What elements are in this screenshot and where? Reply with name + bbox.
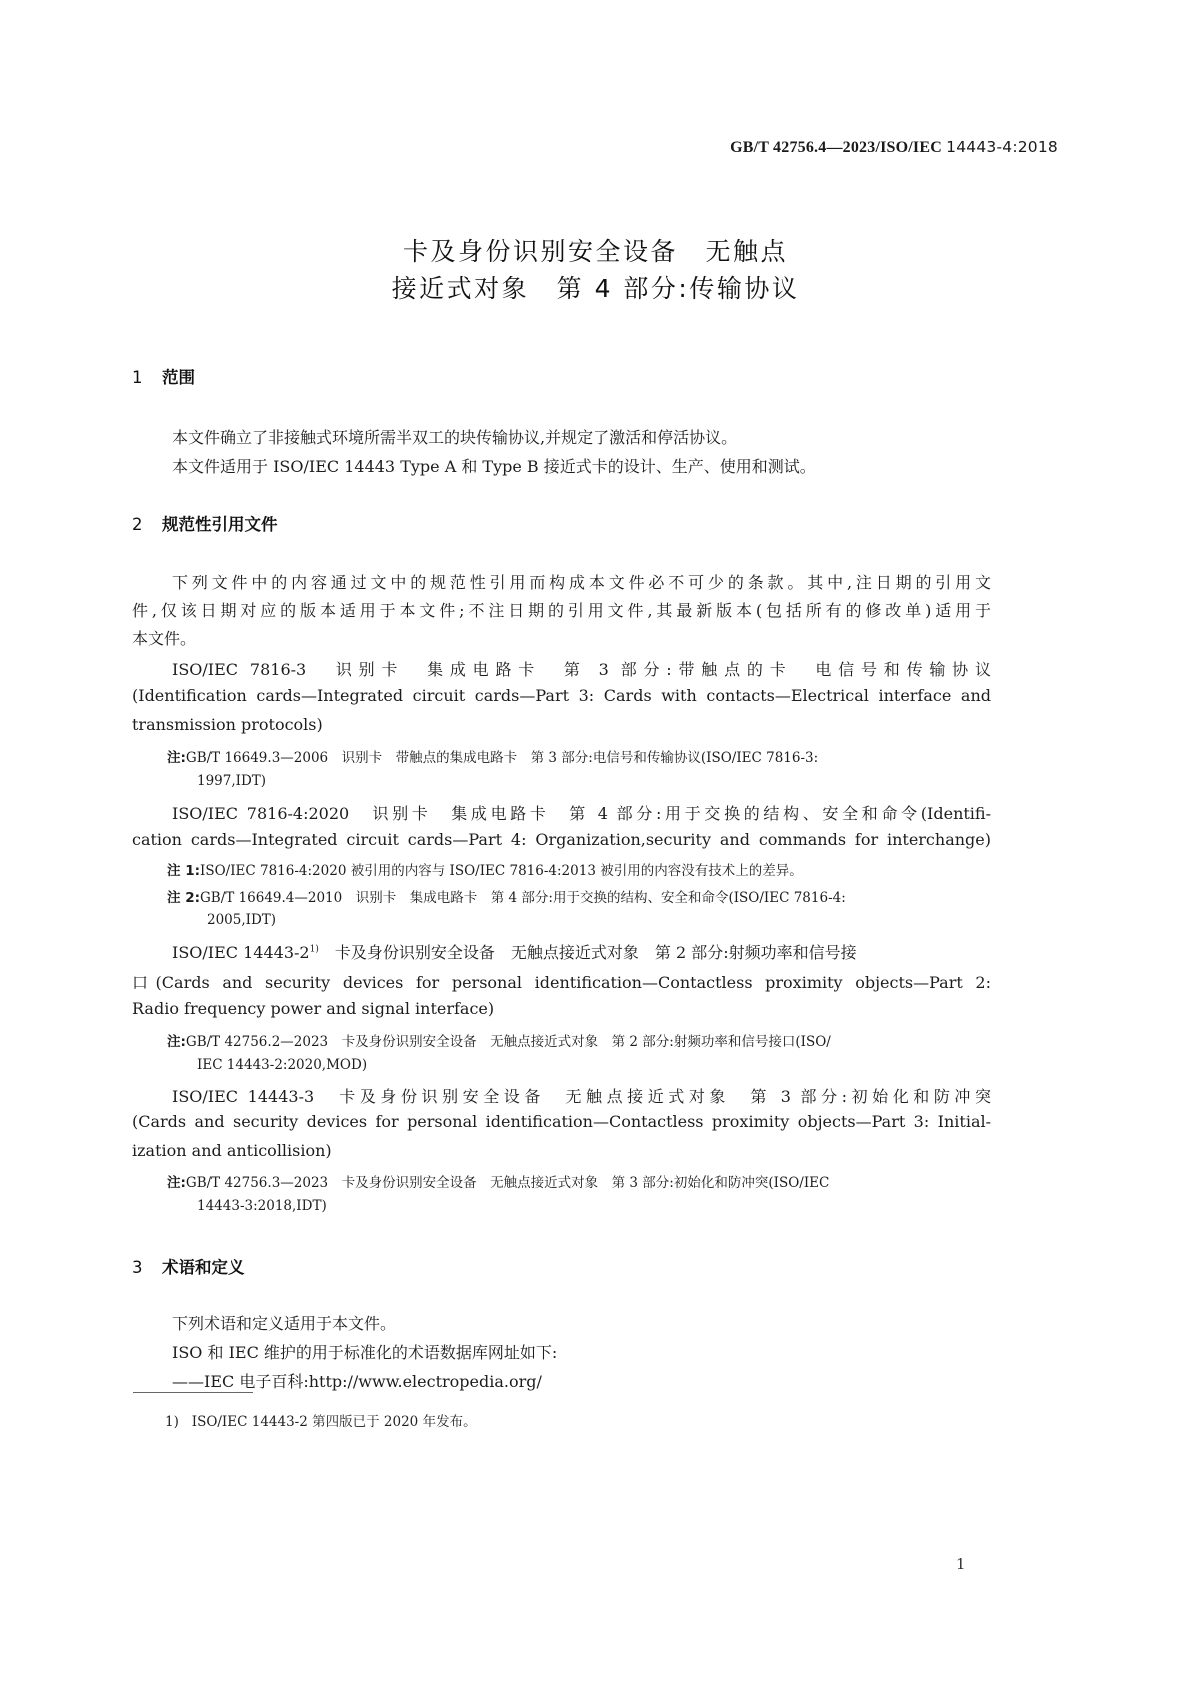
note-text: GB/T 16649.3—2006 识别卡 带触点的集成电路卡 第 3 部分:电信号和传输协议(ISO/IEC 7816-3: [185,750,819,766]
reference-code: ISO/IEC 14443-2 [172,943,310,962]
page-number: 1 [956,1555,966,1573]
intro-text: 下列文件中的内容通过文中的规范性引用而构成本文件必不可少的条款。其中,注日期的引用文 [172,573,991,592]
reference-iso-14443-3 [172,1084,991,1107]
reference-text: 卡及身份识别安全设备 无触点接近式对象 第 2 部分:射频功率和信号接 [318,943,857,962]
footnote-text: ISO/IEC 14443-2 第四版已于 2020 年发布。 [191,1414,477,1430]
section-2-intro-line [172,570,991,593]
note-text: ISO/IEC 7816-4:2020 被引用的内容与 ISO/IEC 7816-4:2013 被引用的内容没有技术上的差异。 [200,863,803,879]
section-number: 3 [132,1258,143,1277]
section-2-intro-line: 本文件。 [132,629,197,648]
reference-text: (Identification cards—Integrated circuit cards—Part 3: Cards with contacts—Electrical interface and [132,686,991,705]
footnote-marker[interactable]: 1) [309,944,319,955]
reference-iso-14443-3-cont: ization and anticollision) [132,1141,332,1160]
section-3-heading [132,1254,245,1278]
note-label: 注: [167,750,186,766]
reference-iso-7816-4 [172,801,991,824]
reference-text: ISO/IEC 7816-3 识别卡 集成电路卡 第 3 部分:带触点的卡 电信号和传输协议 [172,660,991,679]
reference-iso-7816-3-cont: transmission protocols) [132,715,323,734]
section-1-paragraph: 本文件适用于 ISO/IEC 14443 Type A 和 Type B 接近式卡的设计、生产、使用和测试。 [172,457,816,476]
section-title: 范围 [162,368,195,387]
section-1-heading [132,364,195,388]
intro-text: 件,仅该日期对应的版本适用于本文件;不注日期的引用文件,其最新版本(包括所有的修改单)适用于 [132,601,991,620]
note-label: 注: [167,1175,186,1191]
note-text: GB/T 42756.3—2023 卡及身份识别安全设备 无触点接近式对象 第 3 部分:初始化和防冲突(ISO/IEC [185,1175,830,1191]
note [167,1171,829,1191]
note-label: 注 1: [167,863,200,879]
note-label: 注: [167,1034,186,1050]
standard-code-prefix: GB/T 42756.4—2023/ISO/IEC [730,139,947,156]
electropedia-link[interactable]: ——IEC 电子百科:http://www.electropedia.org/ [172,1372,542,1391]
note-1 [167,859,803,879]
section-2-heading [132,511,278,535]
standard-code-header [730,138,1058,157]
reference-iso-14443-2 [172,940,991,963]
reference-text: cation cards—Integrated circuit cards—Part 4: Organization,security and commands for interchange) [132,830,991,849]
reference-text: ISO/IEC 14443-3 卡及身份识别安全设备 无触点接近式对象 第 3 部分:初始化和防冲突 [172,1087,991,1106]
section-2-intro-line [132,598,991,621]
footnote-divider [133,1392,253,1393]
section-title: 术语和定义 [162,1258,245,1277]
reference-text: ISO/IEC 7816-4:2020 识别卡 集成电路卡 第 4 部分:用于交换的结构、安全和命令(Identifi- [172,804,991,823]
footnote [165,1410,477,1430]
section-3-paragraph: ISO 和 IEC 维护的用于标准化的术语数据库网址如下: [172,1343,558,1362]
reference-iso-7816-4-cont [132,830,991,849]
reference-iso-7816-3-cont [132,686,991,705]
reference-text: (Cards and security devices for personal identification—Contactless proximity objects—Part 3: Initial- [132,1112,991,1131]
section-3-paragraph: 下列术语和定义适用于本文件。 [172,1314,397,1333]
standard-code-suffix: 14443-4:2018 [946,138,1058,156]
note-cont: 14443-3:2018,IDT) [197,1198,327,1214]
note-label: 注 2: [167,890,200,906]
section-title: 规范性引用文件 [162,515,278,534]
note-text: GB/T 42756.2—2023 卡及身份识别安全设备 无触点接近式对象 第 2 部分:射频功率和信号接口(ISO/ [185,1034,831,1050]
reference-iso-7816-3 [172,657,991,680]
note-cont: 2005,IDT) [207,912,277,928]
note [167,1030,831,1050]
section-number: 2 [132,515,143,534]
reference-text: 口(Cards and security devices for personal identification—Contactless proximity objects—Part 2: [132,973,991,992]
section-number: 1 [132,368,143,387]
note-text: GB/T 16649.4—2010 识别卡 集成电路卡 第 4 部分:用于交换的结构、安全和命令(ISO/IEC 7816-4: [200,890,846,906]
section-1-paragraph: 本文件确立了非接触式环境所需半双工的块传输协议,并规定了激活和停活协议。 [172,428,738,447]
note-cont: IEC 14443-2:2020,MOD) [197,1057,368,1073]
footnote-mark: 1) [165,1414,179,1430]
reference-iso-14443-2-cont [132,970,991,993]
document-title-line-1: 卡及身份识别安全设备 无触点 [402,237,788,266]
document-title-line-2: 接近式对象 第 4 部分:传输协议 [391,274,800,303]
reference-iso-14443-3-cont [132,1112,991,1131]
note-cont: 1997,IDT) [197,773,267,789]
reference-iso-14443-2-cont: Radio frequency power and signal interface) [132,999,495,1018]
note-2 [167,886,846,906]
note [167,746,991,766]
